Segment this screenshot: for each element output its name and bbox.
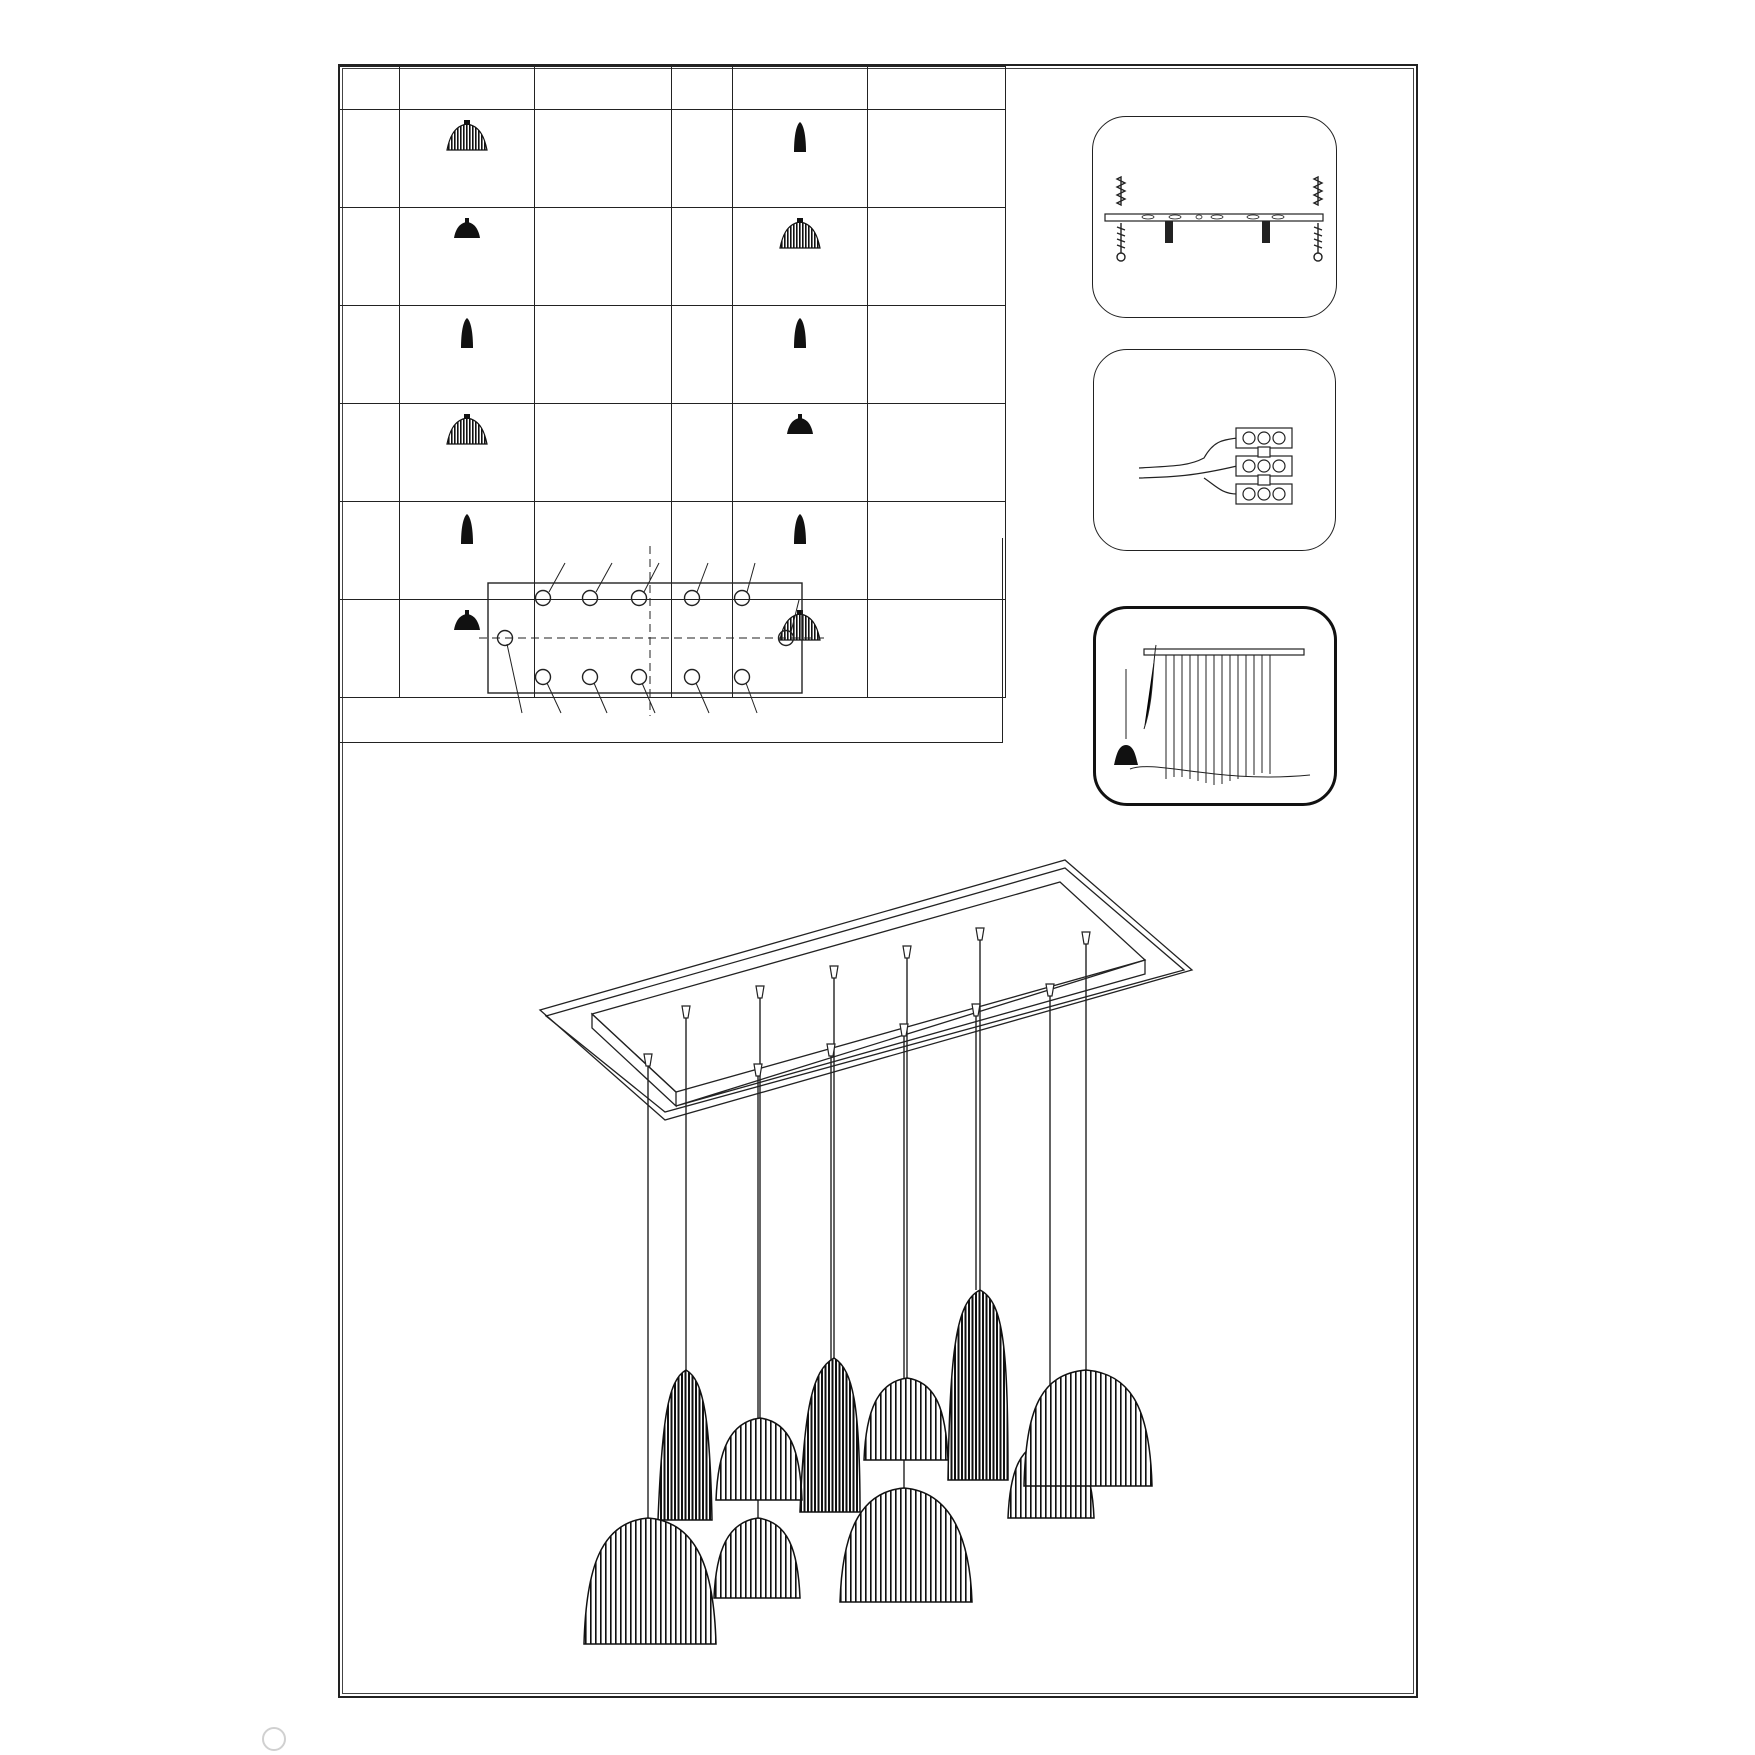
row-number — [672, 208, 733, 306]
shade-cell — [400, 306, 535, 404]
header-glass-drawing-left — [400, 67, 535, 110]
height-value — [868, 110, 1006, 208]
socket-6 — [735, 670, 750, 685]
terminal-block-drawing — [1094, 350, 1337, 552]
mounting-bracket-drawing — [1093, 117, 1338, 319]
table-row — [340, 306, 1006, 404]
canopy-layout-diagram — [339, 538, 1003, 743]
chandelier-perspective-drawing — [520, 850, 1200, 1650]
header-height-left — [535, 67, 672, 110]
height-value — [868, 306, 1006, 404]
row-number — [672, 404, 733, 502]
socket-11 — [735, 591, 750, 606]
row-number — [340, 208, 400, 306]
cable-adjustment-drawing — [1096, 609, 1340, 809]
watermark — [262, 1727, 292, 1751]
socket-7 — [536, 591, 551, 606]
small-shade-icon — [792, 120, 808, 154]
socket-3 — [583, 670, 598, 685]
shade-cell — [733, 404, 868, 502]
row-number — [340, 306, 400, 404]
header-no-right — [672, 67, 733, 110]
row-number — [340, 404, 400, 502]
table-row — [340, 208, 1006, 306]
small-shade-icon — [459, 316, 475, 350]
large-shade-icon — [778, 218, 822, 250]
small-shade-3 — [948, 1290, 1008, 1480]
middle-shade-icon — [785, 414, 815, 436]
step-1-mounting-panel — [1092, 116, 1337, 318]
row-number — [672, 306, 733, 404]
small-shade-2 — [800, 1358, 860, 1512]
height-value — [535, 306, 672, 404]
height-value — [535, 110, 672, 208]
height-value — [868, 404, 1006, 502]
socket-9 — [632, 591, 647, 606]
middle-shade-icon — [452, 218, 482, 240]
shade-cell — [733, 306, 868, 404]
shade-cell — [400, 404, 535, 502]
socket-2 — [536, 670, 551, 685]
large-shade-2 — [584, 1518, 716, 1644]
table-header-row — [340, 67, 1006, 110]
row-number — [672, 110, 733, 208]
cable-grips — [644, 928, 1090, 1076]
step-2-wiring-panel — [1093, 349, 1336, 551]
socket-4 — [632, 670, 647, 685]
socket-10 — [685, 591, 700, 606]
height-value — [868, 208, 1006, 306]
large-shade-icon — [445, 414, 489, 446]
header-glass-drawing-right — [733, 67, 868, 110]
middle-shade-1 — [716, 1418, 802, 1500]
middle-shade-2 — [864, 1378, 948, 1460]
watermark-logo-icon — [262, 1727, 286, 1751]
socket-8 — [583, 591, 598, 606]
small-shade-1 — [658, 1370, 712, 1520]
middle-shade-4 — [714, 1518, 800, 1598]
large-shade-icon — [445, 120, 489, 152]
canopy-plate — [540, 860, 1192, 1120]
step-3-cable-panel — [1093, 606, 1337, 806]
shade-cell — [400, 110, 535, 208]
header-no-left — [340, 67, 400, 110]
height-value — [535, 208, 672, 306]
table-row — [340, 110, 1006, 208]
shade-cell — [733, 110, 868, 208]
small-shade-icon — [792, 316, 808, 350]
shade-cell — [733, 208, 868, 306]
row-number — [340, 110, 400, 208]
table-row — [340, 404, 1006, 502]
height-value — [535, 404, 672, 502]
large-shade-1 — [1024, 1370, 1152, 1486]
socket-5 — [685, 670, 700, 685]
header-height-right — [868, 67, 1006, 110]
shade-cell — [400, 208, 535, 306]
